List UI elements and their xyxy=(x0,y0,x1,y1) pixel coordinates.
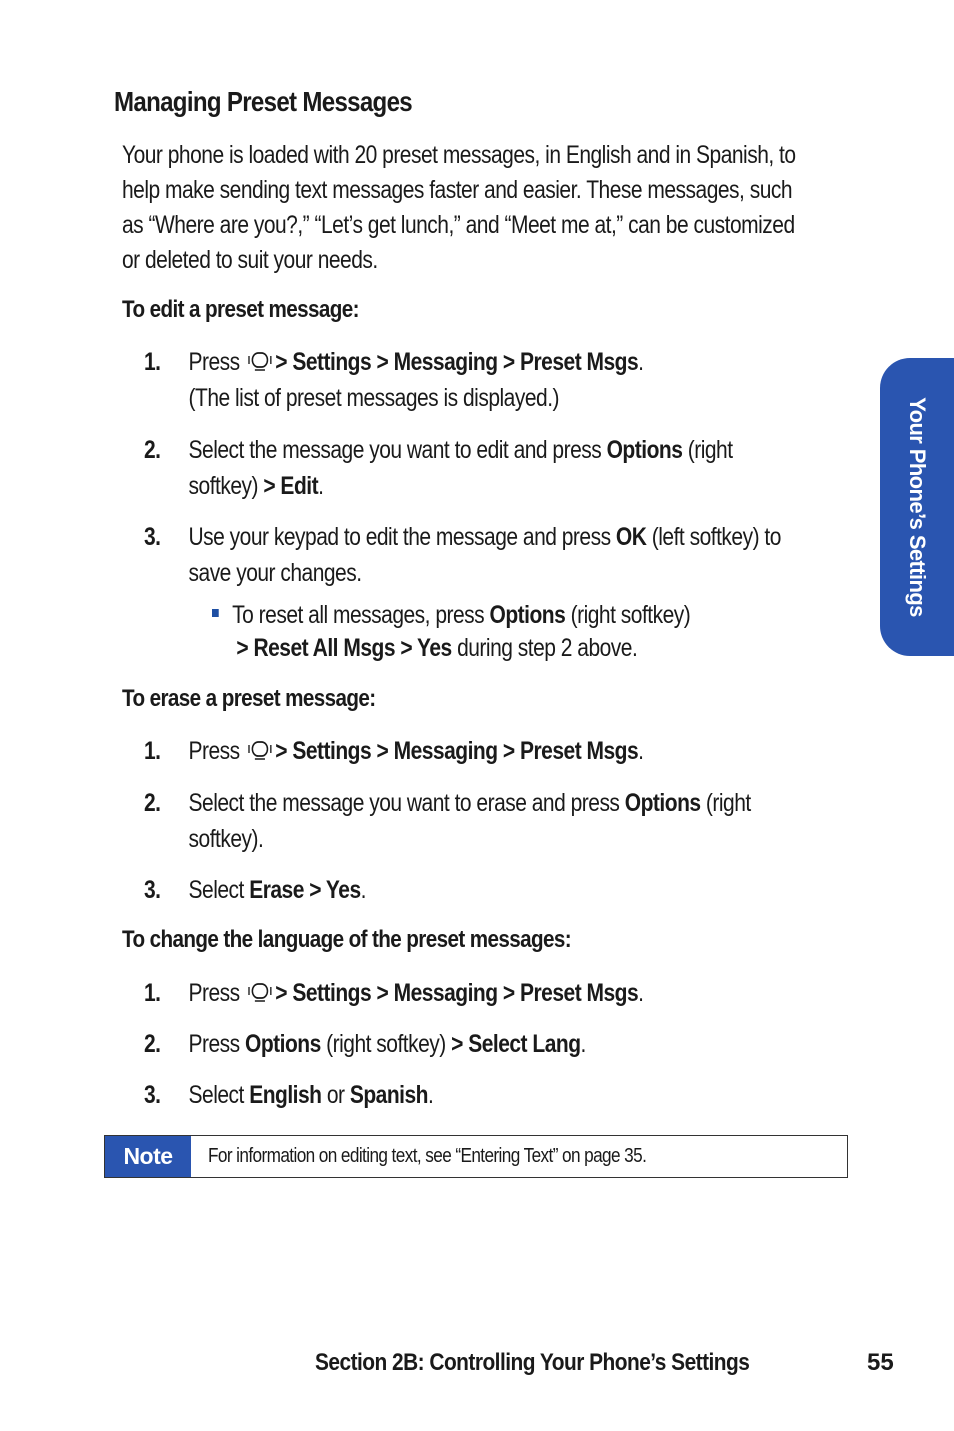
erase-step-3 xyxy=(144,872,366,908)
language-heading: To change the language of the preset messages: xyxy=(122,926,572,953)
side-tab-label: Your Phone’s Settings xyxy=(905,397,930,617)
key-label: > Reset All Msgs > Yes xyxy=(236,634,452,662)
tip-text: To reset all messages, press xyxy=(232,601,490,629)
step-text: Select xyxy=(188,876,250,904)
step-text: or xyxy=(321,1081,350,1109)
step-number: 2. xyxy=(144,789,161,817)
edit-heading: To edit a preset message: xyxy=(122,296,359,323)
key-label: > Select Lang xyxy=(451,1030,581,1058)
key-label: > Edit xyxy=(263,472,319,500)
intro-line: as “Where are you?,” “Let’s get lunch,” and “Meet me at,” can be customized xyxy=(122,211,795,239)
language-step-2 xyxy=(144,1026,586,1062)
step-text: softkey) xyxy=(188,472,264,500)
step-text: (left softkey) to xyxy=(646,523,781,551)
key-label: OK xyxy=(615,523,647,551)
menu-path: > Settings > Messaging > Preset Msgs xyxy=(275,979,639,1007)
step-number: 1. xyxy=(144,979,161,1007)
step-text: Use your keypad to edit the message and press xyxy=(188,523,616,551)
page-number: 55 xyxy=(867,1349,894,1376)
tip-text: during step 2 above. xyxy=(451,634,638,662)
square-bullet-icon xyxy=(212,609,219,617)
intro-paragraph xyxy=(122,138,861,278)
erase-step-1 xyxy=(144,733,644,769)
language-step-1 xyxy=(144,975,644,1011)
step-number: 2. xyxy=(144,1030,161,1058)
step-text: Press xyxy=(188,348,240,376)
step-text: Select the message you want to erase and press xyxy=(188,789,625,817)
key-label: English xyxy=(249,1081,322,1109)
punct: . xyxy=(638,979,644,1007)
edit-tip-bullet xyxy=(212,599,690,665)
step-text: Press xyxy=(188,979,240,1007)
step-number: 3. xyxy=(144,876,161,904)
erase-heading: To erase a preset message: xyxy=(122,685,376,712)
key-label: Options xyxy=(606,436,683,464)
edit-step-1 xyxy=(144,344,644,416)
punct: . xyxy=(638,737,644,765)
intro-line: or deleted to suit your needs. xyxy=(122,246,378,274)
punct: . xyxy=(428,1081,434,1109)
step-number: 3. xyxy=(144,523,161,551)
edit-step-3 xyxy=(144,519,781,591)
note-box xyxy=(104,1135,848,1178)
step-text: softkey). xyxy=(188,825,264,853)
punct: . xyxy=(360,876,366,904)
step-text: (The list of preset messages is displayed.) xyxy=(188,384,560,412)
step-number: 1. xyxy=(144,348,161,376)
note-text xyxy=(191,1136,718,1177)
step-text: Select the message you want to edit and press xyxy=(188,436,607,464)
key-label: Erase > Yes xyxy=(249,876,361,904)
intro-line: help make sending text messages faster and easier. These messages, such xyxy=(122,176,793,204)
menu-ok-key-icon xyxy=(247,981,274,1003)
footer-section-title: Section 2B: Controlling Your Phone’s Settings xyxy=(315,1349,750,1376)
edit-step-2 xyxy=(144,432,733,504)
step-number: 3. xyxy=(144,1081,161,1109)
menu-ok-key-icon xyxy=(247,350,274,372)
step-text: Select xyxy=(188,1081,250,1109)
step-number: 2. xyxy=(144,436,161,464)
key-label: Options xyxy=(245,1030,321,1058)
key-label: Options xyxy=(489,601,566,629)
step-text: (right xyxy=(700,789,751,817)
menu-path: > Settings > Messaging > Preset Msgs xyxy=(275,737,639,765)
note-text-content: For information on editing text, see “Entering Text” on page 35. xyxy=(208,1145,647,1167)
key-label: Options xyxy=(624,789,701,817)
punct: . xyxy=(638,348,644,376)
menu-path: > Settings > Messaging > Preset Msgs xyxy=(275,348,639,376)
step-text: (right softkey) xyxy=(320,1030,452,1058)
menu-ok-key-icon xyxy=(247,739,274,761)
step-number: 1. xyxy=(144,737,161,765)
step-text: Press xyxy=(188,737,240,765)
tip-text: (right softkey) xyxy=(565,601,691,629)
punct: . xyxy=(580,1030,586,1058)
step-text: Press xyxy=(188,1030,246,1058)
step-text: save your changes. xyxy=(188,559,362,587)
step-text: (right xyxy=(682,436,733,464)
punct: . xyxy=(318,472,324,500)
page-title: Managing Preset Messages xyxy=(114,86,412,117)
intro-line: Your phone is loaded with 20 preset messages, in English and in Spanish, to xyxy=(122,141,796,169)
note-label: Note xyxy=(105,1136,191,1177)
erase-step-2 xyxy=(144,785,751,857)
key-label: Spanish xyxy=(349,1081,429,1109)
language-step-3 xyxy=(144,1077,433,1113)
